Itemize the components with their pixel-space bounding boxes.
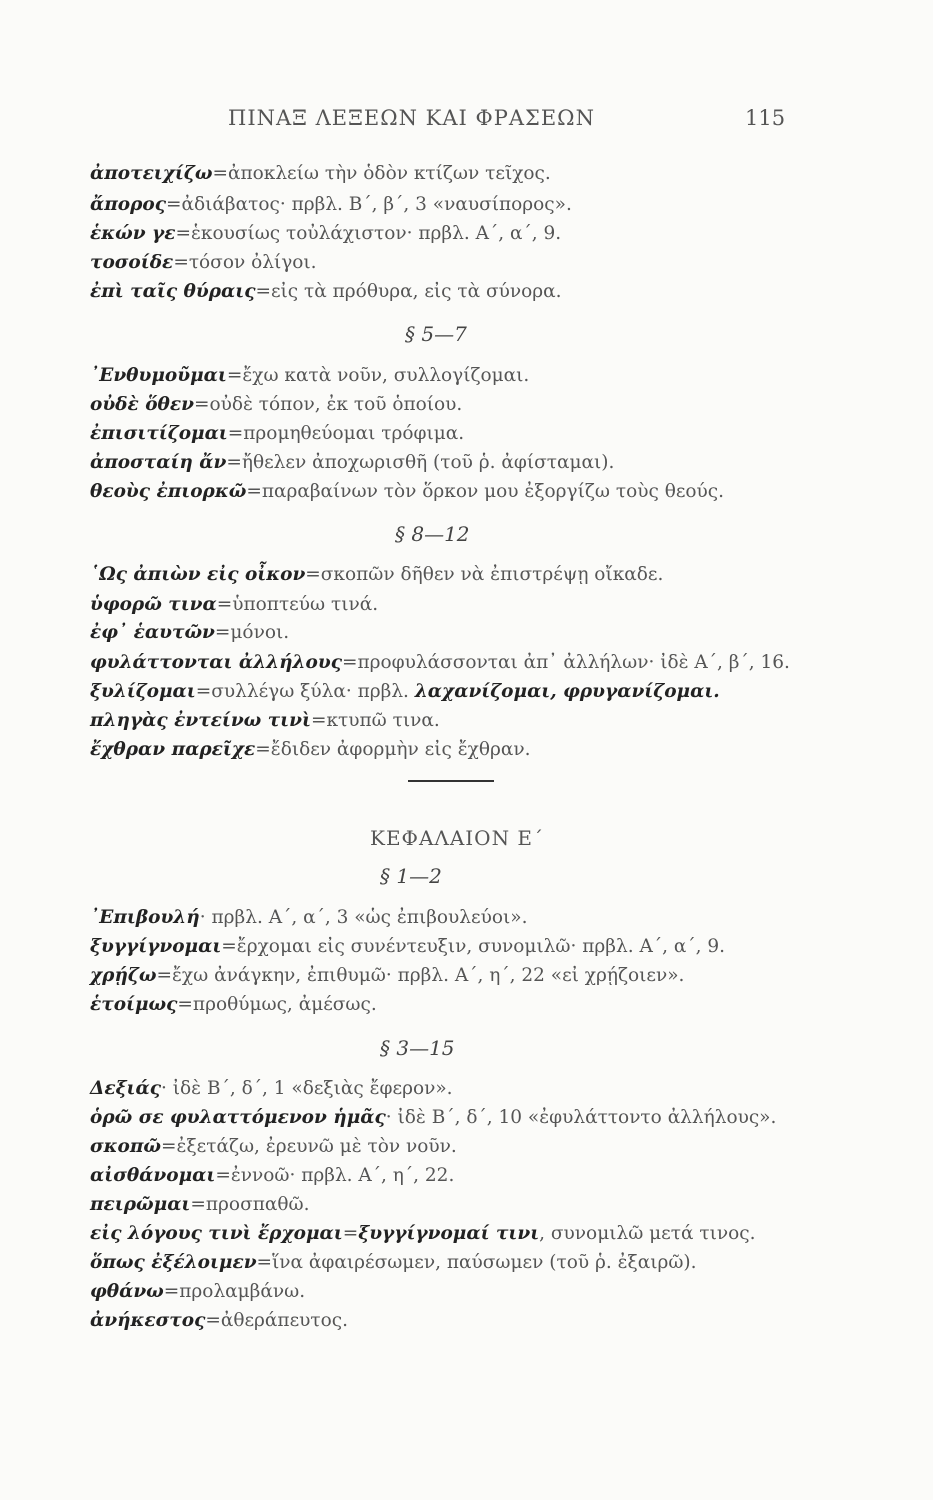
section-heading: § 3—15 <box>380 1036 455 1060</box>
entry-term: ὑφορῶ τινα <box>90 594 217 615</box>
entry <box>90 364 529 388</box>
entry-term: ξυγγίγνομαί τινι <box>358 1223 540 1244</box>
entry <box>90 1135 457 1159</box>
entry-gloss: =ἀθεράπευτος. <box>205 1310 349 1331</box>
entry <box>90 280 562 304</box>
entry-term: εἰς λόγους τινὶ ἔρχομαι <box>90 1223 343 1244</box>
entry-gloss: · ἰδὲ Β΄, δ΄, 10 «ἐφυλάττοντο ἀλλήλους». <box>385 1107 777 1128</box>
page-number: 115 <box>745 106 786 130</box>
entry-gloss: =σκοπῶν δῆθεν νὰ ἐπιστρέψῃ οἴκαδε. <box>305 564 664 585</box>
entry <box>90 251 317 275</box>
entry <box>90 451 614 475</box>
entry-term: ἐπισιτίζομαι <box>90 423 228 444</box>
entry-term: ἐφ᾿ ἑαυτῶν <box>90 622 215 643</box>
entry-term: ἄπορος <box>90 194 167 215</box>
entry-gloss: =προσπαθῶ. <box>190 1194 310 1215</box>
entry <box>90 1164 454 1188</box>
entry-term: ὁρῶ σε φυλαττόμενον ἡμᾶς <box>90 1107 386 1128</box>
entry <box>90 563 663 587</box>
entry <box>90 422 464 446</box>
entry-gloss: =ἔρχομαι εἰς συνέντευξιν, συνομιλῶ· πρβλ. Α΄, α΄, 9. <box>221 936 725 957</box>
entry-gloss: =ὑποπτεύω τινά. <box>216 594 379 615</box>
entry-term: ἀποσταίη ἄν <box>90 452 227 473</box>
section-heading: § 1—2 <box>380 864 442 888</box>
entry <box>90 621 289 645</box>
entry <box>90 1193 309 1217</box>
entry-gloss: =ἔχω κατὰ νοῦν, συλλογίζομαι. <box>226 365 530 386</box>
entry-term: πειρῶμαι <box>90 1194 191 1215</box>
entry <box>90 193 572 217</box>
entry-term: ἑτοίμως <box>90 994 178 1015</box>
entry <box>90 651 790 675</box>
entry-term: ῾Ως ἀπιὼν εἰς οἶκον <box>90 564 306 585</box>
entry-term: ξυλίζομαι <box>90 681 196 702</box>
entry-gloss: · πρβλ. Α΄, α΄, 3 «ὡς ἐπιβουλεύοι». <box>199 907 528 928</box>
entry <box>90 1309 348 1333</box>
entry-term: ἑκών γε <box>90 223 176 244</box>
entry-gloss: =οὐδὲ τόπον, ἐκ τοῦ ὁποίου. <box>193 394 463 415</box>
entry-gloss: =προθύμως, ἀμέσως. <box>177 994 377 1015</box>
entry-gloss: = <box>342 1223 359 1244</box>
entry-term: ᾿Επιβουλή <box>90 907 200 928</box>
entry-gloss: =προφυλάσσονται ἀπ᾿ ἀλλήλων· ἰδὲ Α΄, β΄, 16. <box>341 652 790 673</box>
entry <box>90 1106 776 1130</box>
entry-term: Δεξιάς <box>90 1078 162 1099</box>
entry-term: ὅπως ἐξέλοιμεν <box>90 1252 257 1273</box>
section-heading: § 5—7 <box>405 322 467 346</box>
entry <box>90 964 684 988</box>
entry-gloss: =ἑκουσίως τοὐλάχιστον· πρβλ. Α΄, α΄, 9. <box>175 223 562 244</box>
chapter-title: ΚΕΦΑΛΑΙΟΝ Ε΄ <box>370 826 545 850</box>
entry-gloss: =ἔδιδεν ἀφορμὴν εἰς ἔχθραν. <box>255 739 531 760</box>
entry <box>90 222 561 246</box>
entry <box>90 162 551 186</box>
entry-gloss: =ἵνα ἀφαιρέσωμεν, παύσωμεν (τοῦ ῥ. ἐξαιρῶ). <box>256 1252 697 1273</box>
entry-gloss: =προμηθεύομαι τρόφιμα. <box>227 423 465 444</box>
entry-gloss: =ἐννοῶ· πρβλ. Α΄, η΄, 22. <box>215 1165 455 1186</box>
entry <box>90 1077 453 1101</box>
entry-term: φθάνω <box>90 1281 164 1302</box>
entry-term: ἔχθραν παρεῖχε <box>90 739 256 760</box>
entry <box>90 906 527 930</box>
entry-term: θεοὺς ἐπιορκῶ <box>90 481 247 502</box>
entry-gloss: =κτυπῶ τινα. <box>310 710 440 731</box>
entry-term: ἀποτειχίζω <box>90 163 213 184</box>
entry-term: ξυγγίγνομαι <box>90 936 222 957</box>
running-head: ΠΙΝΑΞ ΛΕΞΕΩΝ ΚΑΙ ΦΡΑΣΕΩΝ <box>228 106 595 130</box>
entry-gloss: =ἔχω ἀνάγκην, ἐπιθυμῶ· πρβλ. Α΄, η΄, 22 «εἰ χρῄζοιεν». <box>156 965 685 986</box>
divider-rule <box>408 780 494 782</box>
entry-gloss: , συνομιλῶ μετά τινος. <box>539 1223 756 1244</box>
entry-gloss: =προλαμβάνω. <box>163 1281 306 1302</box>
entry-gloss: =ἀδιάβατος· πρβλ. Β΄, β΄, 3 «ναυσίπορος». <box>166 194 572 215</box>
entry-gloss: =μόνοι. <box>214 622 290 643</box>
entry-term: σκοπῶ <box>90 1136 162 1157</box>
section-heading: § 8—12 <box>395 522 470 546</box>
entry <box>90 935 725 959</box>
entry-gloss: =ἀποκλείω τὴν ὁδὸν κτίζων τεῖχος. <box>212 163 551 184</box>
entry <box>90 480 724 504</box>
entry-gloss: =ἤθελεν ἀποχωρισθῆ (τοῦ ῥ. ἀφίσταμαι). <box>226 452 615 473</box>
entry-term: χρῄζω <box>90 965 157 986</box>
entry-gloss: · ἰδὲ Β΄, δ΄, 1 «δεξιὰς ἔφερον». <box>161 1078 453 1099</box>
entry <box>90 1251 697 1275</box>
entry <box>90 1222 756 1246</box>
entry-gloss: =εἰς τὰ πρόθυρα, εἰς τὰ σύνορα. <box>255 281 562 302</box>
entry-gloss: =παραβαίνων τὸν ὅρκον μου ἐξοργίζω τοὺς θεούς. <box>246 481 725 502</box>
entry-term: ἀνήκεστος <box>90 1310 206 1331</box>
entry <box>90 393 462 417</box>
entry-term: λαχανίζομαι, φρυγανίζομαι. <box>414 681 720 702</box>
entry <box>90 593 378 617</box>
entry-term: τοσοίδε <box>90 252 174 273</box>
entry <box>90 993 377 1017</box>
entry-term: φυλάττονται ἀλλήλους <box>90 652 342 673</box>
entry <box>90 709 440 733</box>
entry-term: οὐδὲ ὅθεν <box>90 394 194 415</box>
entry-term: ἐπὶ ταῖς θύραις <box>90 281 256 302</box>
entry-gloss: =ἐξετάζω, ἐρευνῶ μὲ τὸν νοῦν. <box>161 1136 457 1157</box>
entry-term: πληγὰς ἐντείνω τινὶ <box>90 710 311 731</box>
entry-term: αἰσθάνομαι <box>90 1165 216 1186</box>
entry <box>90 738 530 762</box>
entry <box>90 680 720 704</box>
entry <box>90 1280 305 1304</box>
entry-term: ᾿Ενθυμοῦμαι <box>90 365 227 386</box>
entry-gloss: =τόσον ὀλίγοι. <box>173 252 317 273</box>
entry-gloss: =συλλέγω ξύλα· πρβλ. <box>195 681 415 702</box>
